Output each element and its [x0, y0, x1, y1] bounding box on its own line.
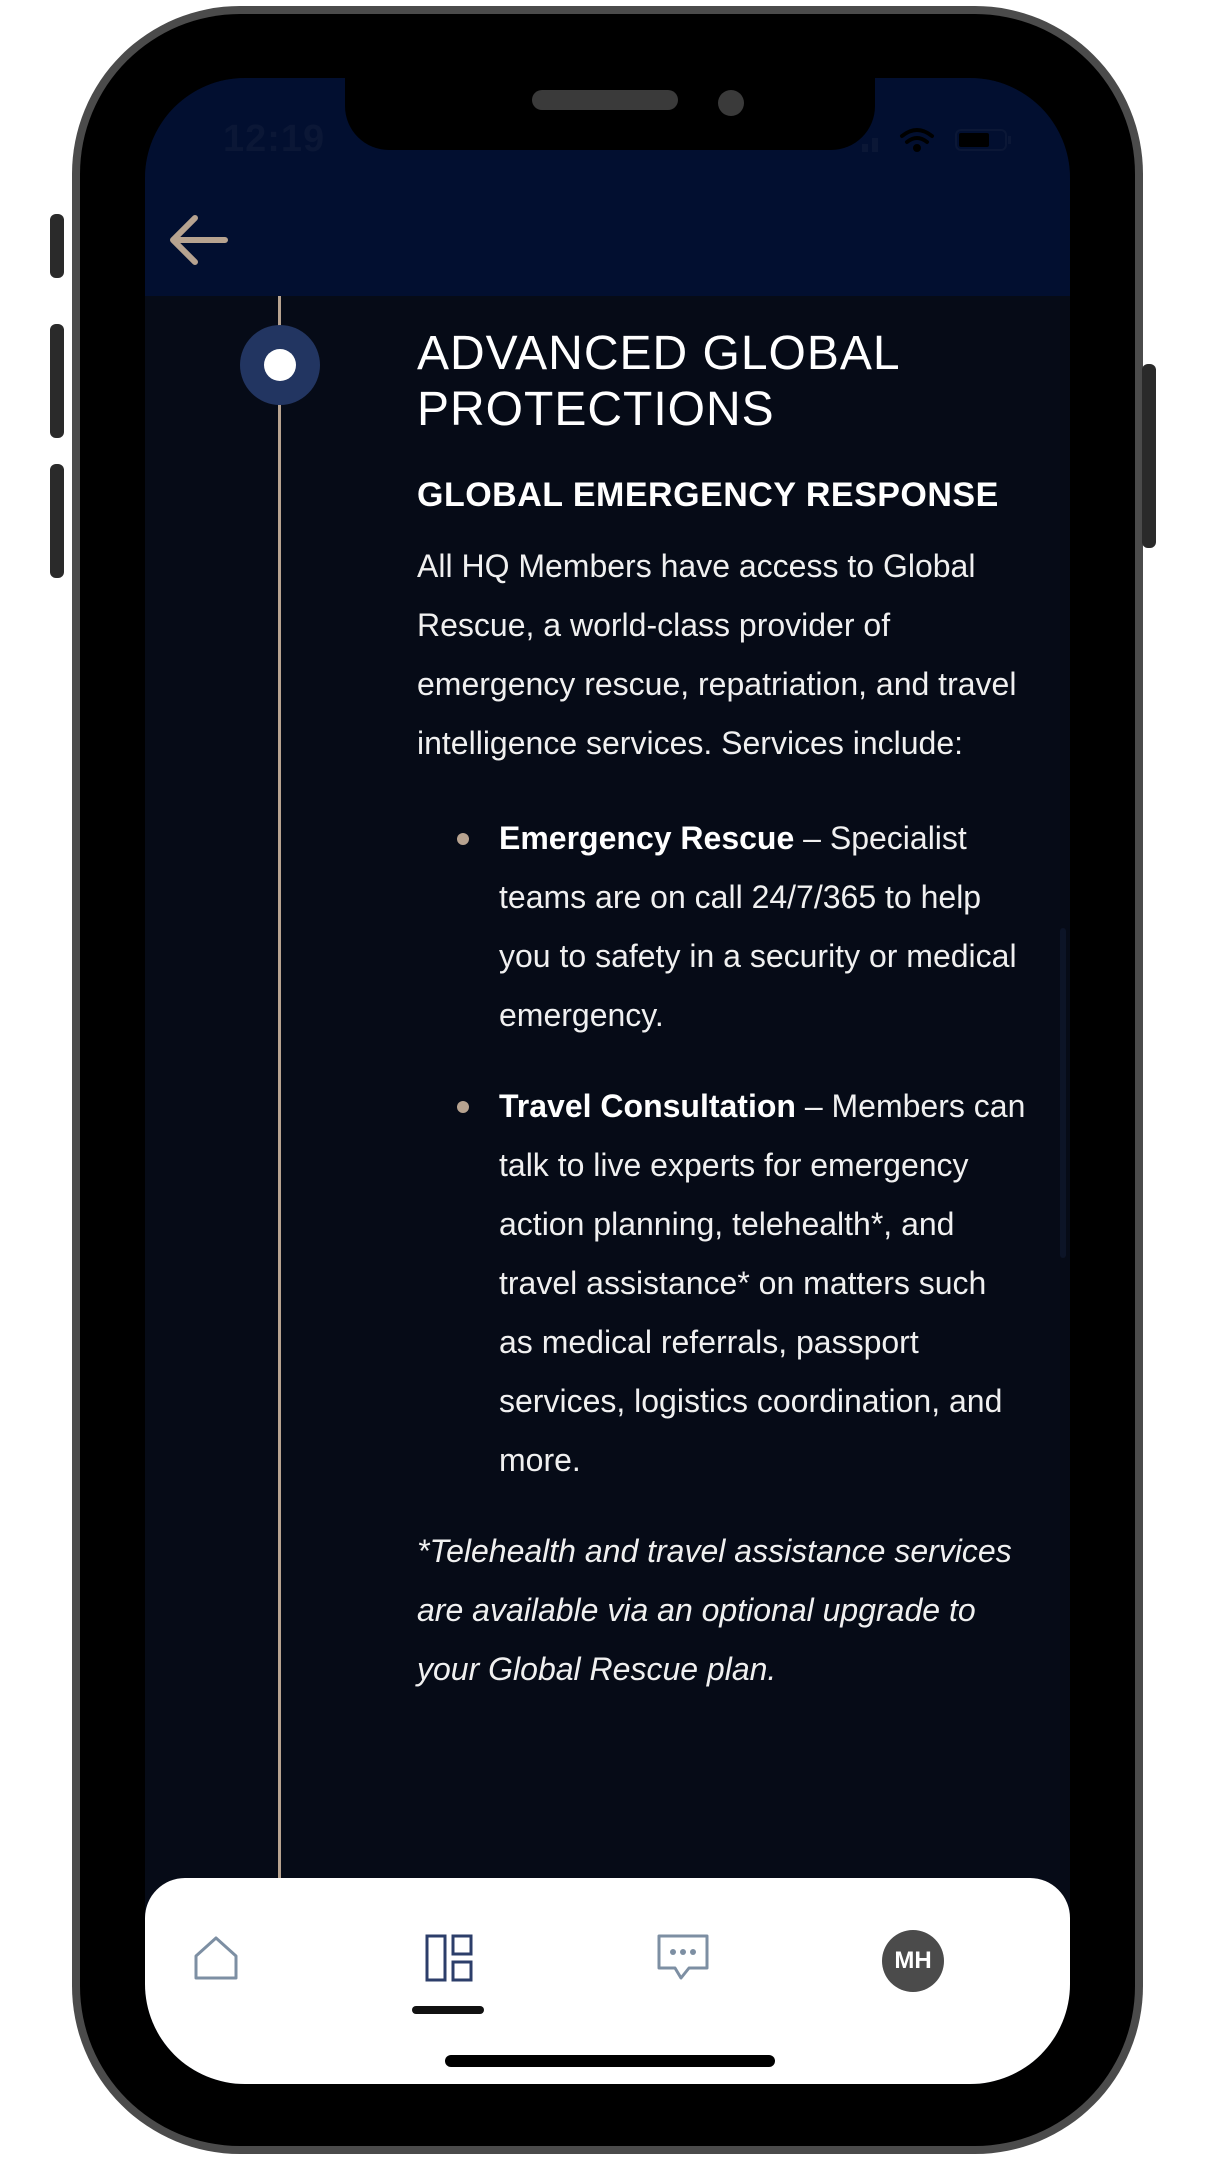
silent-switch	[50, 214, 64, 278]
section-title	[417, 326, 1027, 438]
volume-down-button	[50, 464, 64, 578]
signal-icon	[862, 138, 878, 152]
notch	[345, 78, 875, 150]
intro-paragraph: All HQ Members have access to Global Rescue, a world-class provider of emergency rescue, repatriation, and travel intelligence services. Services include:	[417, 548, 1017, 761]
bullet-text: – Specialist teams are on call 24/7/365 to help you to safety in a security or medical emergency.	[499, 820, 1017, 1033]
scrollbar[interactable]	[1060, 928, 1066, 1258]
section-content	[417, 326, 1027, 1699]
status-icons	[862, 124, 1022, 154]
bullet-label: Emergency Rescue	[499, 820, 795, 856]
timeline-marker	[240, 325, 320, 405]
profile-avatar[interactable]: MH	[882, 1930, 944, 1992]
bullet-label: Travel Consultation	[499, 1088, 796, 1124]
arrow-left-icon	[165, 210, 231, 270]
list-item	[499, 809, 1027, 1045]
section-subtitle: GLOBAL EMERGENCY RESPONSE	[417, 476, 999, 514]
power-button	[1142, 364, 1156, 548]
status-time: 12:19	[223, 118, 326, 160]
speaker-grille	[532, 90, 678, 110]
wifi-icon	[902, 130, 932, 150]
tab-messages[interactable]	[625, 1918, 735, 2008]
section-title-line-1: ADVANCED GLOBAL	[417, 327, 901, 380]
app-screen	[145, 78, 1070, 2084]
chat-icon	[655, 1932, 711, 1984]
battery-icon	[956, 130, 1011, 150]
home-indicator	[445, 2055, 775, 2067]
dashboard-icon	[423, 1932, 475, 1984]
footnote: *Telehealth and travel assistance services are available via an optional upgrade to your Global Rescue plan.	[417, 1533, 1012, 1687]
back-button[interactable]	[165, 210, 231, 270]
tab-home[interactable]	[160, 1918, 270, 2008]
list-item	[499, 1077, 1027, 1490]
tab-dashboard[interactable]	[393, 1918, 503, 2008]
section-title-line-2: PROTECTIONS	[417, 383, 775, 436]
front-camera	[718, 90, 744, 116]
active-tab-indicator	[412, 2006, 484, 2014]
home-icon	[190, 1932, 242, 1984]
services-list	[417, 809, 1027, 1490]
timeline-line	[278, 296, 281, 1956]
volume-up-button	[50, 324, 64, 438]
bullet-text: – Members can talk to live experts for emergency action planning, telehealth*, and travel assistance* on matters such as medical referrals, passport services, logistics coordination, and more.	[499, 1088, 1026, 1478]
